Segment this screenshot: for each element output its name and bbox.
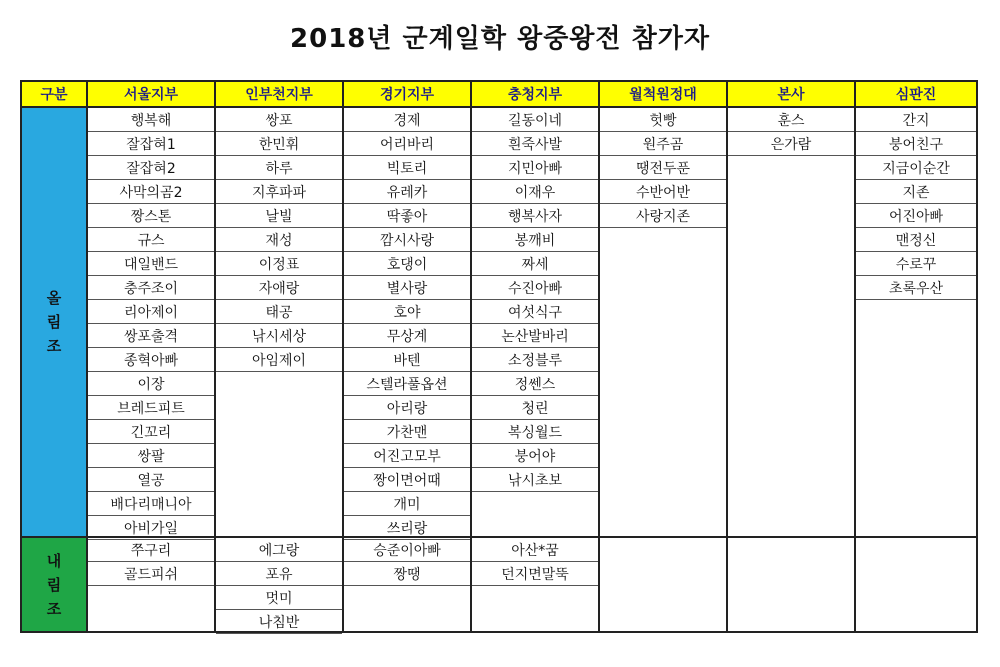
- participant-cell: 충주조이: [88, 276, 214, 300]
- participant-cell: 이재우: [472, 180, 598, 204]
- column-header: 심판진: [856, 82, 976, 106]
- participant-cell: 잘잡혀2: [88, 156, 214, 180]
- participant-cell: 나침반: [216, 610, 342, 634]
- participant-cell: 브레드피트: [88, 396, 214, 420]
- participant-cell: 정쎈스: [472, 372, 598, 396]
- participant-cell: 붕어야: [472, 444, 598, 468]
- participant-cell: 짱스톤: [88, 204, 214, 228]
- participant-cell: 자애랑: [216, 276, 342, 300]
- participant-cell: 에그랑: [216, 538, 342, 562]
- participant-cell: 쌍팔: [88, 444, 214, 468]
- group-label-char: 내: [46, 551, 62, 570]
- participant-cell: 어리바리: [344, 132, 470, 156]
- participant-cell: 쌍포: [216, 108, 342, 132]
- page-title: 2018년 군계일학 왕중왕전 참가자: [290, 24, 710, 54]
- participant-cell: 낚시세상: [216, 324, 342, 348]
- participant-cell: 지후파파: [216, 180, 342, 204]
- participant-cell: 규스: [88, 228, 214, 252]
- participant-cell: 무상계: [344, 324, 470, 348]
- participant-cell: 딱좋아: [344, 204, 470, 228]
- participant-cell: 잘잡혀1: [88, 132, 214, 156]
- participant-cell: 복싱월드: [472, 420, 598, 444]
- participant-cell: 쌍포출격: [88, 324, 214, 348]
- participant-cell: 대일밴드: [88, 252, 214, 276]
- participant-cell: 날빌: [216, 204, 342, 228]
- participants-table: [20, 80, 978, 633]
- column-header: 충청지부: [472, 82, 600, 106]
- participant-cell: 하루: [216, 156, 342, 180]
- group-label-char: 림: [46, 575, 62, 594]
- participant-cell: 봉깨비: [472, 228, 598, 252]
- participant-cell: 어진아빠: [856, 204, 976, 228]
- column-header: 경기지부: [344, 82, 472, 106]
- participant-cell: 짱땡: [344, 562, 470, 586]
- participant-cell: 여섯식구: [472, 300, 598, 324]
- participant-cell: 던지면말뚝: [472, 562, 598, 586]
- participant-cell: 땡전두푼: [600, 156, 726, 180]
- group-lower-label: [22, 538, 88, 631]
- participant-cell: 훈스: [728, 108, 854, 132]
- column-body: [88, 108, 216, 631]
- participant-cell: 호야: [344, 300, 470, 324]
- group-label-char: 림: [46, 313, 62, 331]
- participant-cell: 사랑지존: [600, 204, 726, 228]
- participant-cell: 경제: [344, 108, 470, 132]
- participant-cell: 한민휘: [216, 132, 342, 156]
- participant-cell: 어진고모부: [344, 444, 470, 468]
- participant-cell: 리아제이: [88, 300, 214, 324]
- participant-cell: 아리랑: [344, 396, 470, 420]
- participant-cell: 지존: [856, 180, 976, 204]
- participant-cell: 맨정신: [856, 228, 976, 252]
- participant-cell: 이장: [88, 372, 214, 396]
- participant-cell: 짜세: [472, 252, 598, 276]
- participant-cell: 유레카: [344, 180, 470, 204]
- participant-cell: 초록우산: [856, 276, 976, 300]
- header-group-label: 구분: [22, 82, 88, 106]
- column-body: [472, 108, 600, 631]
- participant-cell: 헛빵: [600, 108, 726, 132]
- participant-cell: 붕어친구: [856, 132, 976, 156]
- participant-cell: 수진아빠: [472, 276, 598, 300]
- participant-cell: 가찬맨: [344, 420, 470, 444]
- column-header: 월척원정대: [600, 82, 728, 106]
- participant-cell: 수반어반: [600, 180, 726, 204]
- participant-cell: 사막의곰2: [88, 180, 214, 204]
- participant-cell: 이정표: [216, 252, 342, 276]
- participant-cell: 지민아빠: [472, 156, 598, 180]
- participant-cell: 스텔라풀옵션: [344, 372, 470, 396]
- group-label-char: 올: [46, 289, 62, 307]
- participant-cell: 멋미: [216, 586, 342, 610]
- participant-cell: 은가람: [728, 132, 854, 156]
- column-body: [216, 108, 344, 631]
- participant-cell: 배다리매니아: [88, 492, 214, 516]
- participant-cell: 낚시초보: [472, 468, 598, 492]
- participant-cell: 재성: [216, 228, 342, 252]
- participant-cell: 소정블루: [472, 348, 598, 372]
- participant-cell: 승준이아빠: [344, 538, 470, 562]
- participant-cell: 골드피쉬: [88, 562, 214, 586]
- column-body: [344, 108, 472, 631]
- participant-cell: 논산발바리: [472, 324, 598, 348]
- participant-cell: 아임제이: [216, 348, 342, 372]
- participant-cell: 바텐: [344, 348, 470, 372]
- participant-cell: 행복사자: [472, 204, 598, 228]
- group-label-char: 조: [46, 599, 62, 618]
- participant-cell: 태공: [216, 300, 342, 324]
- participant-cell: 짱이면어때: [344, 468, 470, 492]
- participant-cell: 아비가일: [88, 516, 214, 540]
- participant-cell: 청린: [472, 396, 598, 420]
- column-body: [856, 108, 976, 631]
- participant-cell: 열공: [88, 468, 214, 492]
- participant-cell: 수로꾸: [856, 252, 976, 276]
- participant-cell: 지금이순간: [856, 156, 976, 180]
- participant-cell: 빅토리: [344, 156, 470, 180]
- column-header: 인부천지부: [216, 82, 344, 106]
- column-header: 본사: [728, 82, 856, 106]
- participant-cell: 흰죽사발: [472, 132, 598, 156]
- column-body: [600, 108, 728, 631]
- participant-cell: 행복해: [88, 108, 214, 132]
- participant-cell: 개미: [344, 492, 470, 516]
- participant-cell: 포유: [216, 562, 342, 586]
- group-label-char: 조: [46, 337, 62, 355]
- participant-cell: 아산*꿈: [472, 538, 598, 562]
- group-upper-label: [22, 108, 88, 536]
- column-body: [728, 108, 856, 631]
- participant-cell: 종혁아빠: [88, 348, 214, 372]
- participant-cell: 별사랑: [344, 276, 470, 300]
- participant-cell: 쭈구리: [88, 538, 214, 562]
- participant-cell: 간지: [856, 108, 976, 132]
- participant-cell: 호댕이: [344, 252, 470, 276]
- column-header: 서울지부: [88, 82, 216, 106]
- participant-cell: 긴꼬리: [88, 420, 214, 444]
- participant-cell: 깜시사랑: [344, 228, 470, 252]
- participant-cell: 원주곰: [600, 132, 726, 156]
- participant-cell: 쓰리랑: [344, 516, 470, 540]
- participant-cell: 길동이네: [472, 108, 598, 132]
